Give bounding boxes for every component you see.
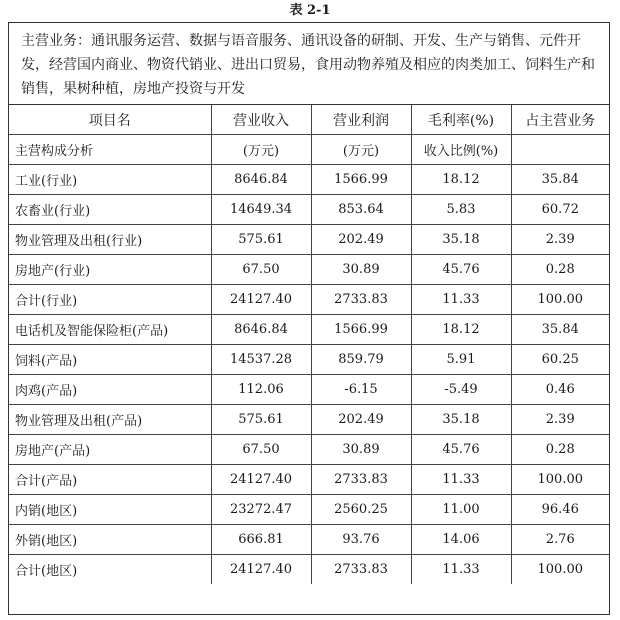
row-margin: 18.12 <box>411 315 511 345</box>
column-header-revenue: 营业收入 <box>211 105 311 135</box>
row-margin: 18.12 <box>411 165 511 195</box>
column-header-profit: 营业利润 <box>311 105 411 135</box>
row-profit: 2733.83 <box>311 555 411 585</box>
row-margin: 14.06 <box>411 525 511 555</box>
column-header-margin: 毛利率(%) <box>411 105 511 135</box>
row-share: 0.28 <box>511 435 609 465</box>
row-name: 房地产(产品) <box>9 435 211 465</box>
table-row <box>9 405 609 435</box>
row-profit: 93.76 <box>311 525 411 555</box>
row-share: 100.00 <box>511 555 609 585</box>
row-name: 农畜业(行业) <box>9 195 211 225</box>
subheader-row <box>9 135 609 165</box>
row-revenue: 8646.84 <box>211 165 311 195</box>
main-business-summary: 主营业务：通讯服务运营、数据与语音服务、通讯设备的研制、开发、生产与销售、元件开发，经营国内商业、物资代销业、进出口贸易，食用动物养殖及相应的肉类加工、饲料生产和销售，果树种植，房地产投资与开发 <box>9 23 609 105</box>
row-revenue: 666.81 <box>211 525 311 555</box>
table-row <box>9 195 609 225</box>
row-profit: 30.89 <box>311 435 411 465</box>
row-profit: 853.64 <box>311 195 411 225</box>
row-share: 2.76 <box>511 525 609 555</box>
row-name: 物业管理及出租(行业) <box>9 225 211 255</box>
row-revenue: 67.50 <box>211 255 311 285</box>
row-revenue: 24127.40 <box>211 285 311 315</box>
row-revenue: 24127.40 <box>211 555 311 585</box>
row-revenue: 67.50 <box>211 435 311 465</box>
table-row <box>9 435 609 465</box>
subheader-label: 主营构成分析 <box>9 135 211 165</box>
row-share: 100.00 <box>511 285 609 315</box>
row-name: 内销(地区) <box>9 495 211 525</box>
subheader-profit-unit: (万元) <box>311 135 411 165</box>
row-share: 2.39 <box>511 405 609 435</box>
row-name: 电话机及智能保险柜(产品) <box>9 315 211 345</box>
table-sheet <box>8 22 610 615</box>
row-revenue: 112.06 <box>211 375 311 405</box>
row-share: 35.84 <box>511 315 609 345</box>
row-profit: 2560.25 <box>311 495 411 525</box>
row-name: 工业(行业) <box>9 165 211 195</box>
row-share: 35.84 <box>511 165 609 195</box>
row-profit: 202.49 <box>311 225 411 255</box>
row-revenue: 14649.34 <box>211 195 311 225</box>
table-row <box>9 495 609 525</box>
row-name: 外销(地区) <box>9 525 211 555</box>
row-margin: 5.91 <box>411 345 511 375</box>
row-margin: 35.18 <box>411 225 511 255</box>
row-name: 房地产(行业) <box>9 255 211 285</box>
table-row <box>9 225 609 255</box>
row-margin: 45.76 <box>411 435 511 465</box>
row-revenue: 575.61 <box>211 225 311 255</box>
row-share: 0.28 <box>511 255 609 285</box>
row-profit: 1566.99 <box>311 315 411 345</box>
column-header-name: 项目名 <box>9 105 211 135</box>
row-revenue: 23272.47 <box>211 495 311 525</box>
row-share: 100.00 <box>511 465 609 495</box>
table-row <box>9 465 609 495</box>
row-margin: 11.33 <box>411 285 511 315</box>
row-profit: 859.79 <box>311 345 411 375</box>
table-row <box>9 555 609 585</box>
row-revenue: 24127.40 <box>211 465 311 495</box>
row-name: 合计(地区) <box>9 555 211 585</box>
row-profit: 2733.83 <box>311 285 411 315</box>
table-row <box>9 345 609 375</box>
row-margin: 45.76 <box>411 255 511 285</box>
row-revenue: 575.61 <box>211 405 311 435</box>
row-name: 肉鸡(产品) <box>9 375 211 405</box>
row-profit: -6.15 <box>311 375 411 405</box>
row-name: 合计(行业) <box>9 285 211 315</box>
subheader-share-label: 收入比例(%) <box>411 135 511 165</box>
row-share: 60.72 <box>511 195 609 225</box>
row-share: 0.46 <box>511 375 609 405</box>
row-share: 96.46 <box>511 495 609 525</box>
row-margin: 11.33 <box>411 555 511 585</box>
row-margin: 11.00 <box>411 495 511 525</box>
table-row <box>9 255 609 285</box>
subheader-revenue-unit: (万元) <box>211 135 311 165</box>
row-name: 合计(产品) <box>9 465 211 495</box>
row-margin: 5.83 <box>411 195 511 225</box>
row-name: 物业管理及出租(产品) <box>9 405 211 435</box>
header-row <box>9 105 609 135</box>
row-profit: 202.49 <box>311 405 411 435</box>
row-share: 2.39 <box>511 225 609 255</box>
row-margin: 35.18 <box>411 405 511 435</box>
table-row <box>9 315 609 345</box>
revenue-table <box>9 105 609 584</box>
column-header-share: 占主营业务 <box>511 105 609 135</box>
row-name: 饲料(产品) <box>9 345 211 375</box>
table-row <box>9 525 609 555</box>
row-revenue: 14537.28 <box>211 345 311 375</box>
row-share: 60.25 <box>511 345 609 375</box>
row-profit: 1566.99 <box>311 165 411 195</box>
subheader-blank <box>511 135 609 165</box>
table-row <box>9 165 609 195</box>
row-profit: 2733.83 <box>311 465 411 495</box>
row-revenue: 8646.84 <box>211 315 311 345</box>
row-margin: 11.33 <box>411 465 511 495</box>
table-caption: 表 2-1 <box>289 3 331 18</box>
row-margin: -5.49 <box>411 375 511 405</box>
row-profit: 30.89 <box>311 255 411 285</box>
table-row <box>9 285 609 315</box>
table-row <box>9 375 609 405</box>
